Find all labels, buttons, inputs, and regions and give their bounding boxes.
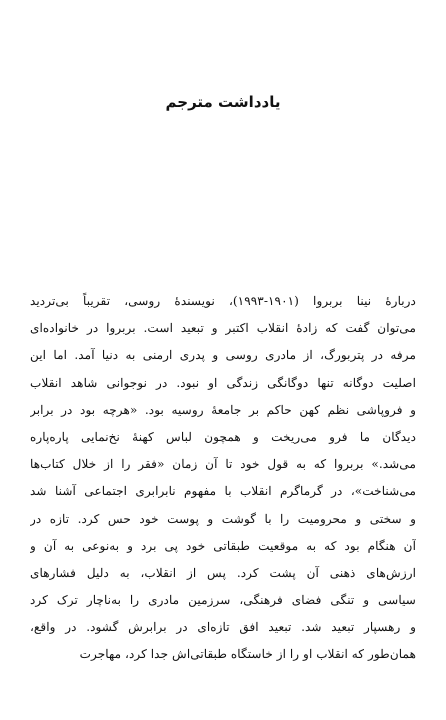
text-line: دیدگان ما فرو می‌ریخت و همچون لباس کهنهٔ نخ‌نمایی پاره‌پاره [30,429,416,444]
body-paragraph [30,288,416,669]
text-line: ارزش‌های ذهنی آن پشت کرد. پس از انقلاب، به دلیل فشارهای [30,565,416,580]
text-line: و رهسپار تبعید شد. تبعید افق تازه‌ای در برابرش گشود. در واقع، [30,620,416,635]
page-title: یادداشت مترجم [165,93,281,111]
text-line: و فروپاشی نظم کهن حاکم بر جامعهٔ روسیه بود. «هرچه بود در برابر [30,402,416,417]
text-line: می‌شناخت»، در گرماگرم انقلاب با مفهوم نابرابری اجتماعی آشنا شد [30,484,416,499]
text-line: اصلیت دوگانه تنها دوگانگی زندگی او نبود. در نوجوانی شاهد انقلاب [30,375,416,390]
text-line: می‌توان گفت که زادهٔ انقلاب اکتبر و تبعید است. بربروا در خانواده‌ای [30,321,416,336]
text-line: و سختی و محرومیت را با گوشت و پوست خود حس کرد. تازه در [30,511,416,526]
text-line: همان‌طور که انقلاب او را از خاستگاه طبقاتی‌اش جدا کرد، مهاجرت [79,647,416,662]
text-line: می‌شد.» بربروا که به قول خود تا آن زمان «فقر را از خلال کتاب‌ها [30,457,416,472]
text-line: آن هنگام بود که به موقعیت طبقاتی خود پی برد و به‌نوعی به آن و [30,538,416,553]
text-line: دربارهٔ نینا بربروا (۱۹۰۱-۱۹۹۳)، نویسندهٔ روسی، تقریباً بی‌تردید [30,294,416,308]
text-line: سیاسی و تنگی فضای فرهنگی، سرزمین مادری را به‌ناچار ترک کرد [30,593,416,608]
text-line: مرفه در پتربورگ، از مادری روسی و پدری ارمنی به دنیا آمد. اما این [30,348,416,363]
